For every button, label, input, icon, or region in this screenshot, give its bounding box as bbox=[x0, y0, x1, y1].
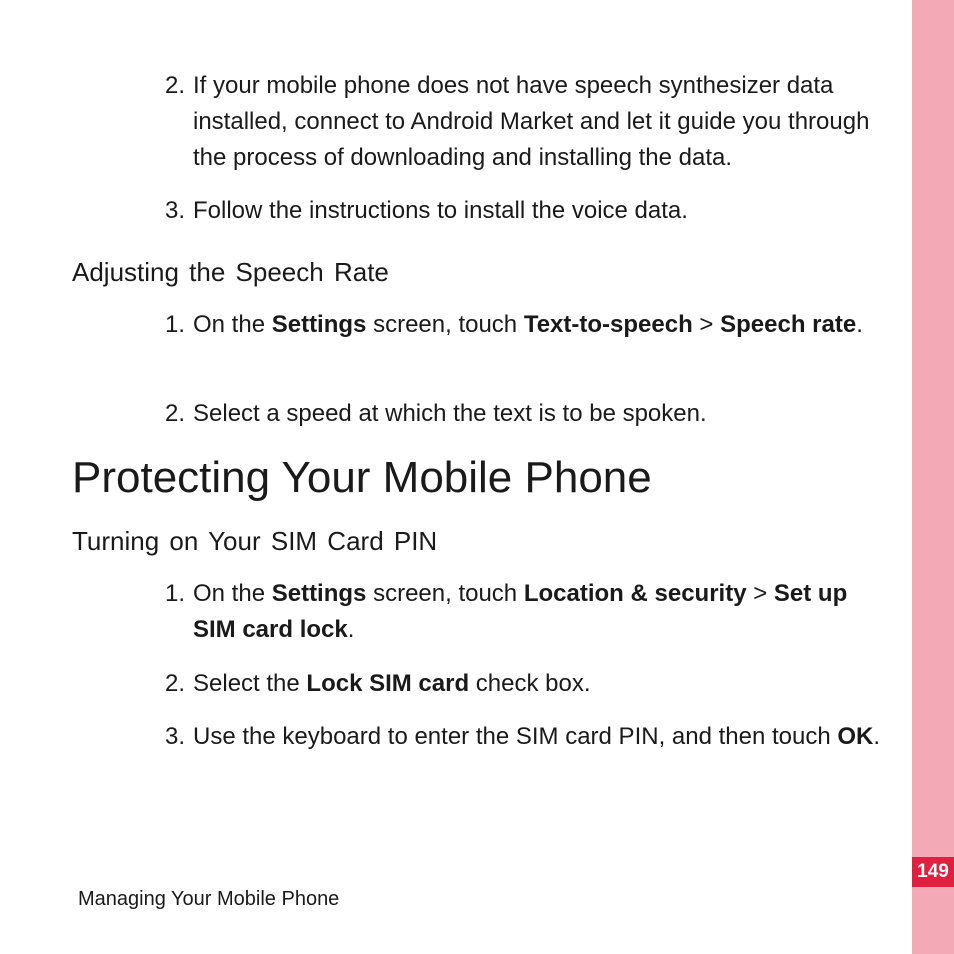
list-item bbox=[165, 68, 885, 176]
list-item bbox=[165, 719, 885, 755]
list-item bbox=[165, 193, 885, 229]
list-item bbox=[165, 576, 885, 648]
step-text: Follow the instructions to install the voice data. bbox=[193, 197, 688, 224]
step-number: 2. bbox=[165, 670, 186, 697]
list-item bbox=[165, 666, 885, 702]
step-text: Select a speed at which the text is to be spoken. bbox=[193, 400, 707, 427]
step-text: Use the keyboard to enter the SIM card PIN, and then touch OK. bbox=[193, 723, 881, 750]
step-number: 1. bbox=[165, 580, 186, 607]
step-number: 2. bbox=[165, 400, 186, 427]
page-title: Protecting Your Mobile Phone bbox=[72, 453, 652, 502]
section-heading: Adjusting the Speech Rate bbox=[72, 257, 389, 287]
list-item bbox=[165, 396, 885, 432]
section-heading: Turning on Your SIM Card PIN bbox=[72, 526, 438, 556]
step-text: On the Settings screen, touch Text-to-speech > Speech rate. bbox=[193, 311, 863, 338]
step-number: 3. bbox=[165, 723, 186, 750]
page-edge-tab bbox=[912, 0, 954, 954]
step-number: 2. bbox=[165, 72, 186, 99]
step-number: 1. bbox=[165, 311, 186, 338]
step-text: If your mobile phone does not have speech synthesizer data installed, connect to Android Market and let it guide you through the process of downloading and installing the data. bbox=[193, 72, 870, 171]
page-number: 149 bbox=[912, 857, 954, 887]
step-text: On the Settings screen, touch Location & security > Set up SIM card lock. bbox=[193, 580, 848, 643]
list-item bbox=[165, 307, 885, 343]
step-text: Select the Lock SIM card check box. bbox=[193, 670, 591, 697]
step-number: 3. bbox=[165, 197, 186, 224]
footer-section-title: Managing Your Mobile Phone bbox=[78, 888, 340, 910]
